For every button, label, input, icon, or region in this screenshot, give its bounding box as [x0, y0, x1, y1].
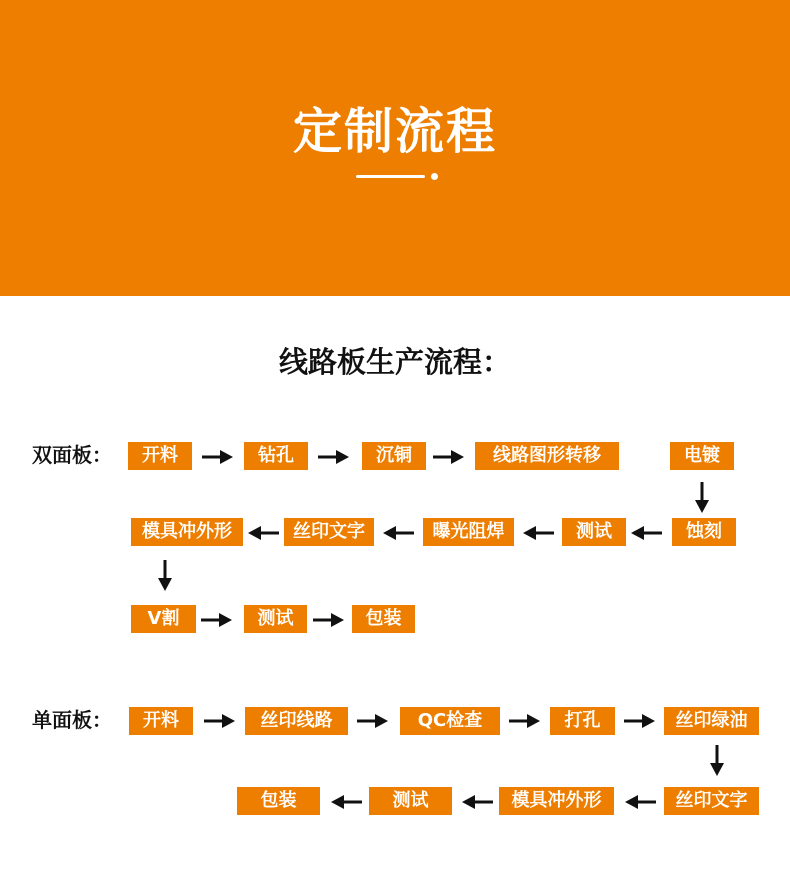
double-step-solder-mask: 曝光阻焊: [423, 518, 514, 546]
single-step-die-punch: 模具冲外形: [499, 787, 614, 815]
banner-divider-line: [356, 175, 425, 178]
double-step-pattern-transfer: 线路图形转移: [475, 442, 619, 470]
single-step-testing: 测试: [369, 787, 452, 815]
double-step-testing: 测试: [562, 518, 626, 546]
header-banner: [0, 0, 790, 296]
double-step-packaging: 包装: [352, 605, 415, 633]
arrow-icon: [624, 713, 656, 729]
arrow-icon: [461, 794, 493, 810]
single-step-qc-check: QC检查: [400, 707, 500, 735]
double-step-copper-plating: 沉铜: [362, 442, 426, 470]
double-step-etching: 蚀刻: [672, 518, 736, 546]
arrow-icon: [694, 482, 710, 514]
single-step-cutting: 开料: [129, 707, 193, 735]
arrow-icon: [157, 560, 173, 592]
arrow-icon: [357, 713, 389, 729]
arrow-icon: [202, 449, 234, 465]
section-title: 线路板生产流程：: [278, 345, 511, 379]
double-step-die-punch: 模具冲外形: [131, 518, 243, 546]
double-sided-label: 双面板：: [32, 443, 112, 467]
single-step-packaging: 包装: [237, 787, 320, 815]
arrow-icon: [382, 525, 414, 541]
single-step-punching: 打孔: [550, 707, 615, 735]
single-sided-label: 单面板：: [32, 708, 112, 732]
single-step-silkscreen-text: 丝印文字: [664, 787, 759, 815]
double-step-final-testing: 测试: [244, 605, 307, 633]
arrow-icon: [201, 612, 233, 628]
arrow-icon: [630, 525, 662, 541]
single-step-green-oil: 丝印绿油: [664, 707, 759, 735]
arrow-icon: [330, 794, 362, 810]
single-step-silkscreen-circuit: 丝印线路: [245, 707, 348, 735]
double-step-silkscreen-text: 丝印文字: [284, 518, 374, 546]
double-step-electroplating: 电镀: [670, 442, 734, 470]
double-step-drilling: 钻孔: [244, 442, 308, 470]
arrow-icon: [624, 794, 656, 810]
arrow-icon: [509, 713, 541, 729]
arrow-icon: [247, 525, 279, 541]
double-step-cutting: 开料: [128, 442, 192, 470]
arrow-icon: [709, 745, 725, 777]
arrow-icon: [522, 525, 554, 541]
arrow-icon: [204, 713, 236, 729]
double-step-v-cut: V割: [131, 605, 196, 633]
banner-divider-dot: [431, 173, 438, 180]
arrow-icon: [313, 612, 345, 628]
arrow-icon: [433, 449, 465, 465]
banner-title: 定制流程: [292, 103, 497, 160]
arrow-icon: [318, 449, 350, 465]
